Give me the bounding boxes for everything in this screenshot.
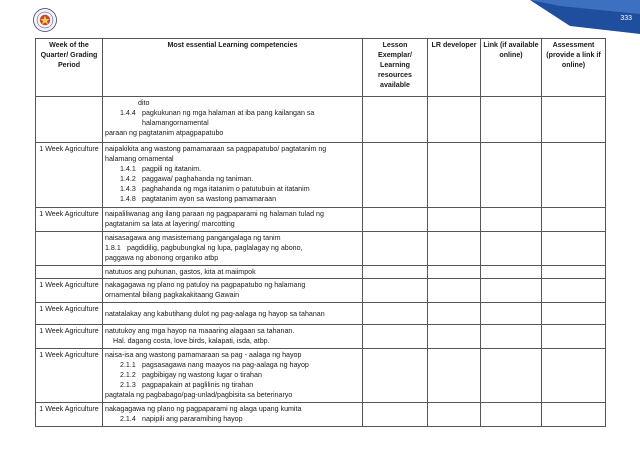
competencies-table [35,38,606,427]
table-row [36,303,606,325]
table-row [36,349,606,403]
competency-cell: nakagagawa ng plano ng patuloy na pagpapatubo ng halamang ornamental bilang pagkakakitaang Gawain [103,279,363,303]
table-row [36,97,606,143]
deped-seal-logo [33,8,57,32]
header-lr-developer: LR developer [428,39,481,97]
competency-cell: natatalakay ang kabutihang dulot ng pag-aalaga ng hayop sa tahanan [103,303,363,325]
week-cell: 1 Week Agriculture [36,303,103,325]
table-row [36,208,606,232]
week-cell: 1 Week Agriculture [36,143,103,208]
week-cell: 1 Week Agriculture [36,279,103,303]
header-assessment: Assessment (provide a link if online) [542,39,606,97]
header-link: Link (if available online) [481,39,542,97]
week-cell: 1 Week Agriculture [36,403,103,427]
table-row [36,325,606,349]
week-cell: 1 Week Agriculture [36,325,103,349]
table-header-row [36,39,606,97]
header-competencies: Most essential Learning competencies [103,39,363,97]
competency-cell: dito 1.4.4 pagkukunan ng mga halaman at iba pang kailangan sa halamangornamental paraan ng pagtatanim atpagpapatubo [103,97,363,143]
week-cell [36,97,103,143]
table-row [36,403,606,427]
header-lesson: Lesson Exemplar/ Learning resources available [363,39,428,97]
competency-cell: naipakikita ang wastong pamamaraan sa pagpapatubo/ pagtatanim ng halamang ornamental 1.4.1 pagpili ng itatanim. 1.4.2 paggawa/ paghahanda ng taniman. 1.4.3 paghahanda ng mga itatanim o patutubuin at itatanim 1.4.8 pagtatanim ayon sa wastong pamamaraan [103,143,363,208]
header-week: Week of the Quarter/ Grading Period [36,39,103,97]
table-row [36,143,606,208]
competency-cell: natutuos ang puhunan, gastos, kita at maiimpok [103,266,363,279]
competency-cell: nakagagawa ng plano ng pagpaparami ng alaga upang kumita 2.1.4 napipili ang pararamihing hayop [103,403,363,427]
week-cell: 1 Week Agriculture [36,208,103,232]
competency-cell: naisasagawa ang masistemang pangangalaga ng tanim 1.8.1 pagdidilig, pagbubungkal ng lupa, paglalagay ng abono, paggawa ng abonong organiko atbp [103,232,363,266]
competency-cell: natutukoy ang mga hayop na maaaring alagaan sa tahanan. Hal. dagang costa, love birds, kalapati, isda, atbp. [103,325,363,349]
table-row [36,279,606,303]
week-cell: 1 Week Agriculture [36,349,103,403]
table-row [36,266,606,279]
competency-cell: naisa-isa ang wastong pamamaraan sa pag - aalaga ng hayop 2.1.1 pagsasagawa nang maayos na pag-aalaga ng hayop 2.1.2 pagbibigay ng wastong lugar o tirahan 2.1.3 pagpapakain at paglilinis ng tirahan pagtatala ng pagbabago/pag-unlad/pagbisita sa beterinaryo [103,349,363,403]
competency-cell: naipaliliwanag ang ilang paraan ng pagpaparami ng halaman tulad ng pagtatanim sa lata at layering/ marcotting [103,208,363,232]
table-row [36,232,606,266]
page-number: 333 [620,15,632,22]
